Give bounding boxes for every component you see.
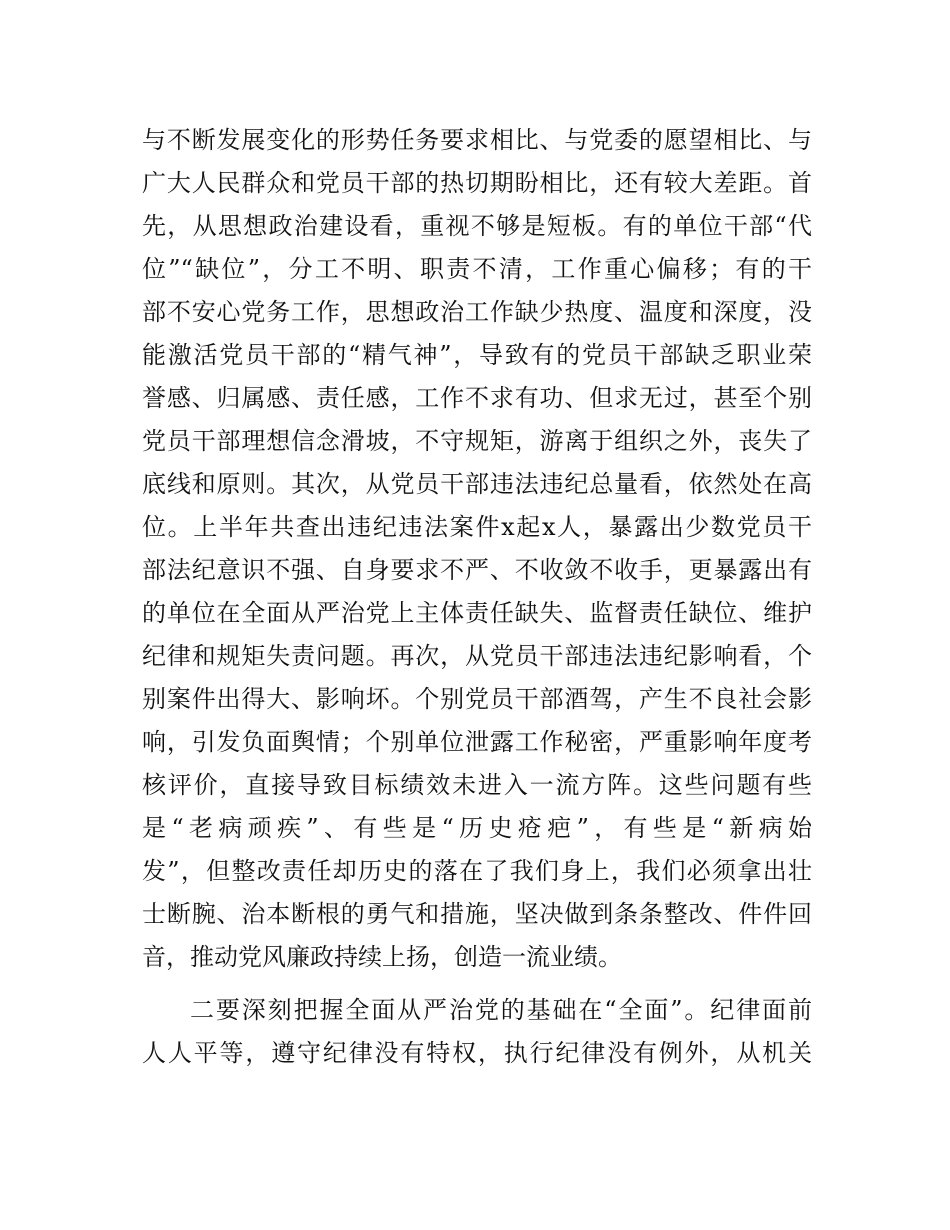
text-line: 位”“缺位”，分工不明、职责不清，工作重心偏移；有的干	[142, 255, 812, 283]
text-line: 二要深刻把握全面从严治党的基础在“全面”。纪律面前	[190, 996, 812, 1024]
text-line: 别案件出得大、影响坏。个别党员干部酒驾，产生不良社会影	[142, 685, 812, 713]
text-line: 位。上半年共查出违纪违法案件x起x人，暴露出少数党员干	[142, 513, 812, 541]
document-body	[142, 119, 812, 1075]
paragraph-gap	[142, 979, 812, 989]
text-line: 与不断发展变化的形势任务要求相比、与党委的愿望相比、与	[142, 126, 812, 154]
text-line: 人人平等，遵守纪律没有特权，执行纪律没有例外，从机关	[142, 1039, 812, 1067]
text-line: 誉感、归属感、责任感，工作不求有功、但求无过，甚至个别	[142, 384, 812, 412]
text-line: 音，推动党风廉政持续上扬，创造一流业绩。	[142, 943, 622, 971]
text-line: 部不安心党务工作，思想政治工作缺少热度、温度和深度，没	[142, 298, 812, 326]
paragraph-1	[142, 119, 812, 979]
text-line: 底线和原则。其次，从党员干部违法违纪总量看，依然处在高	[142, 470, 812, 498]
text-line: 的单位在全面从严治党上主体责任缺失、监督责任缺位、维护	[142, 599, 812, 627]
text-line: 核评价，直接导致目标绩效未进入一流方阵。这些问题有些	[142, 771, 812, 799]
text-line: 是“老病顽疾”、有些是“历史疮疤”，有些是“新病始	[142, 814, 812, 842]
text-line: 响，引发负面舆情；个别单位泄露工作秘密，严重影响年度考	[142, 728, 812, 756]
paragraph-2	[142, 989, 812, 1075]
text-line: 先，从思想政治建设看，重视不够是短板。有的单位干部“代	[142, 212, 812, 240]
text-line: 士断腕、治本断根的勇气和措施，坚决做到条条整改、件件回	[142, 900, 812, 928]
text-line: 发”，但整改责任却历史的落在了我们身上，我们必须拿出壮	[142, 857, 812, 885]
text-line: 能激活党员干部的“精气神”，导致有的党员干部缺乏职业荣	[142, 341, 812, 369]
text-line: 广大人民群众和党员干部的热切期盼相比，还有较大差距。首	[142, 169, 812, 197]
text-line: 党员干部理想信念滑坡，不守规矩，游离于组织之外，丧失了	[142, 427, 812, 455]
text-line: 部法纪意识不强、自身要求不严、不收敛不收手，更暴露出有	[142, 556, 812, 584]
text-line: 纪律和规矩失责问题。再次，从党员干部违法违纪影响看，个	[142, 642, 812, 670]
